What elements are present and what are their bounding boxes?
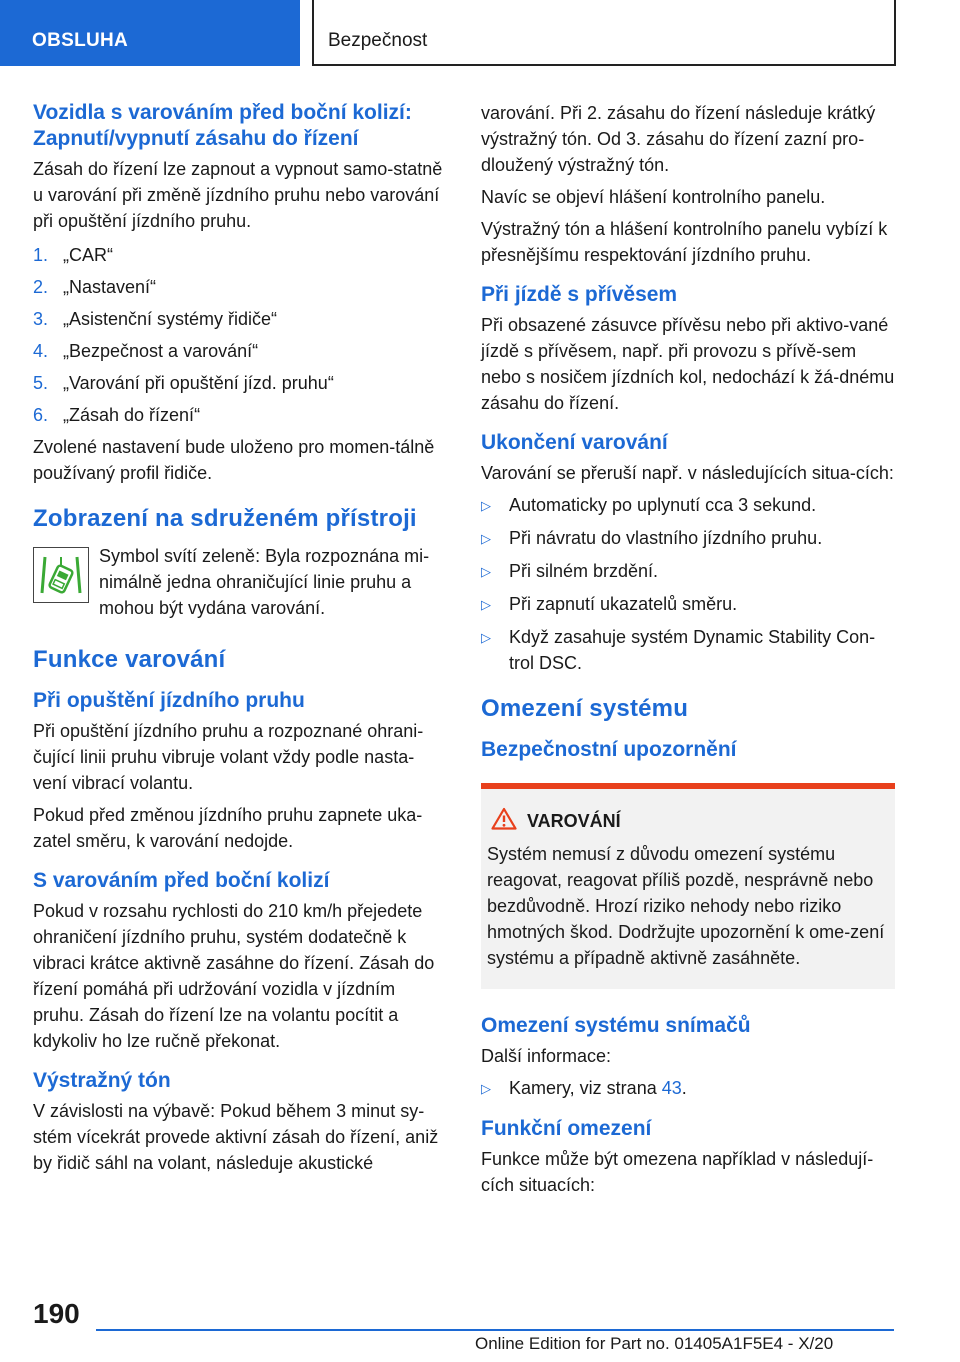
step-item <box>33 274 447 300</box>
list-item <box>481 1075 895 1102</box>
list-item <box>481 624 895 676</box>
heading-display: Zobrazení na sdruženém přístroji <box>33 505 417 532</box>
heading-sensor-limits: Omezení systému snímačů <box>481 1014 751 1037</box>
triangle-bullet-icon: ▷ <box>481 498 491 513</box>
footer-edition: Online Edition for Part no. 01405A1F5E4 - X/20 <box>475 1334 834 1353</box>
paragraph-function-limits: Funkce může být omezena například v následují-cích situacích: <box>481 1149 874 1195</box>
list-item-text: Při návratu do vlastního jízdního pruhu. <box>509 528 823 548</box>
step-number: 5. <box>33 373 49 393</box>
heading-function-limits: Funkční omezení <box>481 1117 652 1140</box>
section-tab: OBSLUHA <box>0 0 300 66</box>
step-text: „Varování při opuštění jízd. pruhu“ <box>63 373 334 393</box>
lane-departure-symbol-icon <box>33 547 89 603</box>
paragraph-message-2: Výstražný tón a hlášení kontrolního panelu vybízí k přesnějšímu respektování jízdního pruhu. <box>481 219 888 265</box>
step-text: „Asistenční systémy řidiče“ <box>63 309 278 329</box>
step-item <box>33 338 447 364</box>
paragraph-symbol: Symbol svítí zeleně: Byla rozpoznána mi-nimálně jedna ohraničující linie pruhu a mohou být vydána varování. <box>99 546 430 618</box>
step-number: 2. <box>33 277 49 297</box>
list-item <box>481 558 895 585</box>
triangle-bullet-icon: ▷ <box>481 531 491 546</box>
list-item-text: Automaticky po uplynutí cca 3 sekund. <box>509 495 817 515</box>
step-number: 4. <box>33 341 49 361</box>
step-text: „Bezpečnost a varování“ <box>63 341 259 361</box>
warning-box <box>481 783 895 989</box>
step-item <box>33 306 447 332</box>
left-column <box>33 100 447 1182</box>
list-item <box>481 525 895 552</box>
triangle-bullet-icon: ▷ <box>481 1081 491 1096</box>
step-number: 6. <box>33 405 49 425</box>
triangle-bullet-icon: ▷ <box>481 564 491 579</box>
warning-header <box>487 807 887 835</box>
list-item-text <box>509 1075 687 1102</box>
heading-side-collision: S varováním před boční kolizí <box>33 869 330 892</box>
heading-system-limits: Omezení systému <box>481 695 689 722</box>
list-item-text: Když zasahuje systém Dynamic Stability Con-trol DSC. <box>509 627 876 673</box>
paragraph-toggle: Zásah do řízení lze zapnout a vypnout samo-statně u varování při změně jízdního pruhu nebo varování při opuštění jízdního pruhu. <box>33 159 443 231</box>
heading-end-warning: Ukončení varování <box>481 431 668 454</box>
list-item-text: Při zapnutí ukazatelů směru. <box>509 594 738 614</box>
chapter-title: Bezpečnost <box>312 0 896 66</box>
triangle-bullet-icon: ▷ <box>481 630 491 645</box>
sensor-item-prefix: Kamery, viz strana <box>509 1078 662 1098</box>
sensor-item-suffix: . <box>681 1078 687 1098</box>
paragraph-leave-2: Pokud před změnou jízdního pruhu zapnete uka-zatel směru, k varování nedojde. <box>33 805 423 851</box>
sensor-list <box>481 1075 895 1102</box>
step-number: 3. <box>33 309 49 329</box>
step-text: „Zásah do řízení“ <box>63 405 201 425</box>
paragraph-trailer: Při obsazené zásuvce přívěsu nebo při aktivo-vané jízdě s přívěsem, např. při provozu s přívě-sem nebo s nosičem jízdních kol, nedochází k žá-dnému zásahu do řízení. <box>481 315 895 413</box>
heading-safety-notes: Bezpečnostní upozornění <box>481 738 737 761</box>
warning-text: Systém nemusí z důvodu omezení systému reagovat, reagovat příliš pozdě, nesprávně nebo bezdůvodně. Hrozí riziko nehody nebo riziko hmotných škod. Dodržujte upozornění k ome-zení systému a případně aktivně zasáhněte. <box>487 844 885 968</box>
paragraph-message: Navíc se objeví hlášení kontrolního panelu. <box>481 187 826 207</box>
list-item <box>481 591 895 618</box>
page-link[interactable]: 43 <box>661 1078 682 1098</box>
warning-triangle-icon <box>491 807 517 835</box>
steps-list <box>33 242 447 428</box>
step-text: „Nastavení“ <box>63 277 157 297</box>
paragraph-leave-1: Při opuštění jízdního pruhu a rozpoznané ohrani-čující linii pruhu vibruje volant vždy podle nasta-vení vibrací volantu. <box>33 721 424 793</box>
heading-leave-lane: Při opuštění jízdního pruhu <box>33 689 305 712</box>
heading-toggle-steering: Vozidla s varováním před boční kolizí: Zapnutí/vypnutí zásahu do řízení <box>33 101 412 150</box>
paragraph-end-warning: Varování se přeruší např. v následujících situa-cích: <box>481 463 894 483</box>
end-warning-list <box>481 492 895 676</box>
step-item <box>33 242 447 268</box>
footer-divider <box>96 1329 894 1331</box>
step-item <box>33 370 447 396</box>
page-header <box>0 0 960 66</box>
step-number: 1. <box>33 245 49 265</box>
paragraph-more-info: Další informace: <box>481 1046 612 1066</box>
heading-warning-tone: Výstražný tón <box>33 1069 171 1092</box>
paragraph-saved: Zvolené nastavení bude uloženo pro momen-tálně používaný profil řidiče. <box>33 437 435 483</box>
list-item-text: Při silném brzdění. <box>509 561 659 581</box>
list-item <box>481 492 895 519</box>
paragraph-tone-continued: varování. Při 2. zásahu do řízení následuje krátký výstražný tón. Od 3. zásahu do řízení zazní pro-dloužený výstražný tón. <box>481 103 876 175</box>
heading-function: Funkce varování <box>33 646 226 673</box>
right-column <box>481 100 895 1204</box>
paragraph-side-collision: Pokud v rozsahu rychlosti do 210 km/h přejedete ohraničení jízdního pruhu, systém dodatečně k vibraci krátce aktivně zasáhne do řízení. Zásah do řízení pomáhá při udržování vozidla v jízdním pruhu. Zásah do řízení lze na volantu pocítit a kdykoliv ho lze ručně překonat. <box>33 901 435 1051</box>
paragraph-warning-tone: V závislosti na výbavě: Pokud během 3 minut sy-stém vícekrát provede aktivní zásah do řízení, aniž by řidič sáhl na volant, následuje akustické <box>33 1101 439 1173</box>
symbol-row <box>33 543 447 627</box>
heading-trailer: Při jízdě s přívěsem <box>481 283 678 306</box>
step-item <box>33 402 447 428</box>
page-number: 190 <box>33 1298 80 1329</box>
warning-title: VAROVÁNÍ <box>527 810 621 831</box>
step-text: „CAR“ <box>63 245 113 265</box>
triangle-bullet-icon: ▷ <box>481 597 491 612</box>
